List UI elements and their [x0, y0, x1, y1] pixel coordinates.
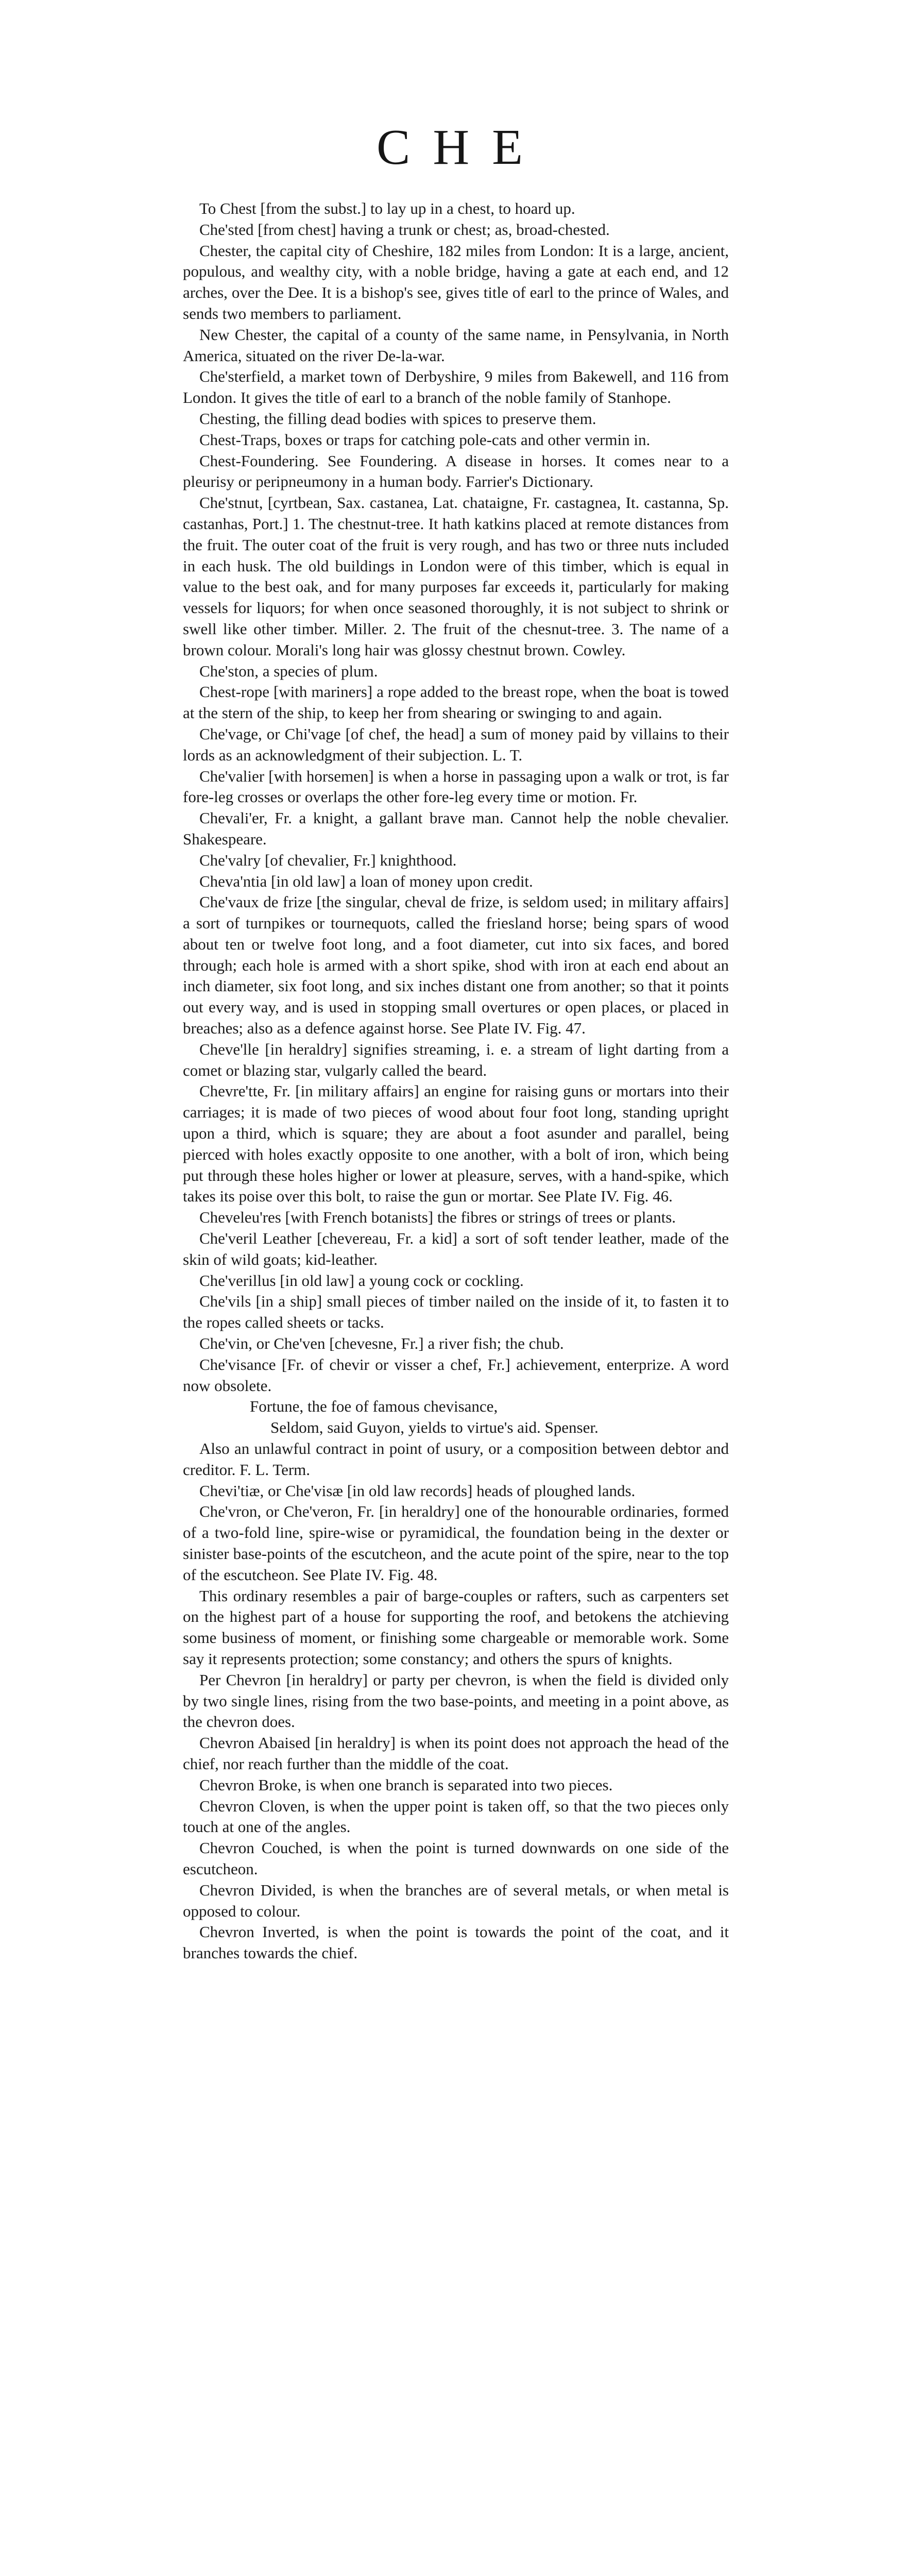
entry-chevron: Che'vron, or Che'veron, Fr. [in heraldry] one of the honourable ordinaries, formed of a two-fold line, spire-wise or pyramidical, the foundation being in the dexter or sinister base-points of the escutcheon, and the acute point of the spire, near to the top of the escutcheon. See Plate IV. Fig. 48.	[183, 1502, 729, 1584]
entry-chevils: Che'vils [in a ship] small pieces of timber nailed on the inside of it, to fasten it to the ropes called sheets or tacks.	[183, 1292, 729, 1332]
entry-chevelle: Cheve'lle [in heraldry] signifies streaming, i. e. a stream of light darting from a comet or blazing star, vulgarly called the beard.	[183, 1040, 729, 1079]
entry-chested: Che'sted [from chest] having a trunk or chest; as, broad-chested.	[199, 220, 610, 239]
entry-cheston: Che'ston, a species of plum.	[199, 662, 378, 680]
entry-chevisance: Che'visance [Fr. of chevir or visser a chef, Fr.] achievement, enterprize. A word now obsolete.	[183, 1355, 729, 1395]
entry-chevalry: Che'valry [of chevalier, Fr.] knighthood.	[199, 851, 457, 869]
entry-chevalier-knight: Chevali'er, Fr. a knight, a gallant brave man. Cannot help the noble chevalier. Shakespeare.	[183, 809, 729, 848]
entry-cheverillus: Che'verillus [in old law] a young cock or cockling.	[199, 1271, 524, 1290]
entry-chestnut: Che'stnut, [cyrtbean, Sax. castanea, Lat. chataigne, Fr. castagnea, It. castanna, Sp. castanhas, Port.] 1. The chestnut-tree. It hath katkins placed at remote distances from the fruit. The outer coat of the fruit is very rough, and has two or three nuts included in each husk. The old buildings in London were of this timber, which is equal in value to the best oak, and for many purposes far exceeds it, particularly for making vessels for liquors; for when once seasoned thoroughly, it is not subject to shrink or swell like other timber. Miller. 2. The fruit of the chesnut-tree. 3. The name of a brown colour. Morali's long hair was glossy chestnut brown. Cowley.	[183, 494, 729, 659]
entry-chevron-divided: Chevron Divided, is when the branches are of several metals, or when metal is opposed to colour.	[183, 1880, 729, 1920]
running-head: CHE	[377, 120, 545, 175]
entry-chest-rope: Chest-rope [with mariners] a rope added to the breast rope, when the boat is towed at the stern of the ship, to keep her from shearing or swinging to and again.	[183, 683, 729, 722]
entry-chest-verb: To Chest [from the subst.] to lay up in a chest, to hoard up.	[199, 199, 575, 217]
entry-cheveril: Che'veril Leather [chevereau, Fr. a kid] a sort of soft tender leather, made of the skin of wild goats; kid-leather.	[183, 1229, 729, 1268]
entry-per-chevron: Per Chevron [in heraldry] or party per chevron, is when the field is divided only by two single lines, rising from the two base-points, and meeting in a point above, as the chevron does.	[183, 1670, 729, 1731]
entry-cheveleures: Cheveleu'res [with French botanists] the fibres or strings of trees or plants.	[199, 1208, 676, 1227]
entry-chesting: Chesting, the filling dead bodies with spices to preserve them.	[199, 409, 596, 428]
entry-chevron-couched: Chevron Couched, is when the point is turned downwards on one side of the escutcheon.	[183, 1839, 729, 1878]
entry-chevron-inverted: Chevron Inverted, is when the point is towards the point of the coat, and it branches towards the chief.	[183, 1923, 729, 1962]
text-column	[183, 198, 729, 1964]
entry-chevaux-de-frize: Che'vaux de frize [the singular, cheval de frize, is seldom used; in military affairs] a sort of turnpikes or tournequots, called the friesland horse; being spars of wood about ten or twelve foot long, and a foot diameter, cut into six faces, and bored through; each hole is armed with a short spike, shod with iron at each end about an inch diameter, six foot long, and six inches distant one from another; so that it points out every way, and is used in stopping small overtures or open places, or placed in breaches; also as a defence against horse. See Plate IV. Fig. 47.	[183, 893, 729, 1038]
verse-line-2: Seldom, said Guyon, yields to virtue's aid. Spenser.	[270, 1418, 599, 1437]
entry-chevin: Che'vin, or Che'ven [chevesne, Fr.] a river fish; the chub.	[199, 1334, 564, 1353]
entry-new-chester: New Chester, the capital of a county of the same name, in Pensylvania, in North America, situated on the river De-la-war.	[183, 325, 729, 365]
entry-chevage: Che'vage, or Chi'vage [of chef, the head] a sum of money paid by villains to their lords as an acknowledgment of their subjection. L. T.	[183, 724, 729, 764]
entry-chevrette: Chevre'tte, Fr. [in military affairs] an engine for raising guns or mortars into their carriages; it is made of two pieces of wood about four foot long, standing upright upon a third, which is square; they are about a foot asunder and parallel, being pierced with holes exactly opposite to one another, with a bolt of iron, which being put through these holes higher or lower at pleasure, serves, with a hand-spike, which takes its poise over this bolt, to raise the gun or mortar. See Plate IV. Fig. 46.	[183, 1082, 729, 1206]
entry-chevron-ordinary: This ordinary resembles a pair of barge-couples or rafters, such as carpenters set on the highest part of a house for supporting the roof, and betokens the atchieving some business of moment, or finishing some chargeable or memorable work. Some say it represents protection; some constancy; and others the spurs of knights.	[183, 1586, 729, 1668]
entry-chest-traps: Chest-Traps, boxes or traps for catching pole-cats and other vermin in.	[199, 430, 651, 449]
verse-line-1: Fortune, the foe of famous chevisance,	[250, 1397, 498, 1416]
entry-chest-foundering: Chest-Foundering. See Foundering. A disease in horses. It comes near to a pleurisy or peripneumony in a human body. Farrier's Dictionary.	[183, 451, 729, 491]
entry-chester: Chester, the capital city of Cheshire, 182 miles from London: It is a large, ancient, populous, and wealthy city, with a noble bridge, having a gate at each end, and 12 arches, over the Dee. It is a bishop's see, gives title of earl to the prince of Wales, and sends two members to parliament.	[183, 241, 729, 323]
entry-chevron-cloven: Chevron Cloven, is when the upper point is taken off, so that the two pieces only touch at one of the angles.	[183, 1797, 729, 1836]
entry-chesterfield: Che'sterfield, a market town of Derbyshire, 9 miles from Bakewell, and 116 from London. It gives the title of earl to a branch of the noble family of Stanhope.	[183, 367, 729, 407]
entry-chevisance-law: Also an unlawful contract in point of usury, or a composition between debtor and creditor. F. L. Term.	[183, 1439, 729, 1479]
entry-chevron-broke: Chevron Broke, is when one branch is separated into two pieces.	[199, 1775, 613, 1794]
entry-chevantia: Cheva'ntia [in old law] a loan of money upon credit.	[199, 872, 533, 890]
entry-chevitiae: Chevi'tiæ, or Che'visæ [in old law records] heads of ploughed lands.	[199, 1481, 636, 1500]
entry-chevalier-horsemen: Che'valier [with horsemen] is when a horse in passaging upon a walk or trot, is far fore-leg crosses or overlaps the other fore-leg every time or motion. Fr.	[183, 767, 729, 806]
entry-chevron-abaised: Chevron Abaised [in heraldry] is when its point does not approach the head of the chief, nor reach further than the middle of the coat.	[183, 1734, 729, 1773]
